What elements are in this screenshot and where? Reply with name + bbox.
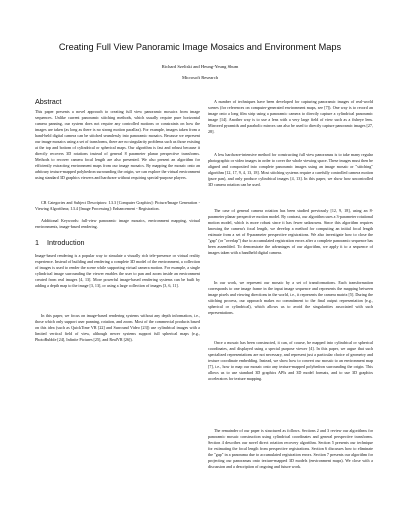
ccs-paragraph: CR Categories and Subject Descriptors: I.3.3 [Computer Graphics]: Picture/Image Generation - Viewing Algorithms; I.3.4 [Image Processing]: Enhancement - Registration. xyxy=(35,200,200,212)
body-paragraph: Once a mosaic has been constructed, it can, of course, be mapped into cylindrical or spherical coordinates, and displayed using a special purpose viewer [4]. In this paper, we argue that such specialized representations are not necessary, and represent just a particular choice of geometry and texture coordinate embedding. Instead, we show how to convert our mosaic to an environment map [7], i.e., how to map our mosaic onto any texture-mapped polyhedron surrounding the origin. This allows us to use standard 3D graphics APIs and 3D model formats, and to use 3D graphics accelerators for texture mapping. xyxy=(208,340,373,382)
body-paragraph: The case of general camera rotation has been studied previously [12, 9, 18], using an 8-parameter planar perspective motion model. By contrast, our algorithm uses a 3-parameter rotational motion model, which is more robust since it has fewer unknowns. Since this algorithm requires knowing the camera's focal length, we develop a method for computing an initial focal length estimate from a set of 8-parameter perspective registrations. We also investigate how to close the "gap" (or "overlap") due to accumulated registration errors after a complete panoramic sequence has been assembled. To demonstrate the advantages of our algorithm, we apply it to a sequence of images taken with a handheld digital camera. xyxy=(208,208,373,256)
paper-authors: Richard Szeliski and Heung-Yeung Shum xyxy=(161,64,239,69)
introduction-heading xyxy=(35,238,85,247)
intro-paragraph: In this paper, we focus on image-based rendering systems without any depth information, i.e., those which only support user panning, rotation, and zoom. Most of the commercial products based on this idea (such as QuickTime VR [22] and Surround Video [23]) use cylindrical images with a limited vertical field of view, although newer systems support full spherical maps (e.g., PhotoBubble [24], Infinite Pictures [25], and RealVR [26]). xyxy=(35,313,200,343)
abstract-heading: Abstract xyxy=(35,97,62,106)
section-title: Introduction xyxy=(47,238,85,247)
body-paragraph: A less hardware-intensive method for constructing full view panoramas is to take many regular photographic or video images in order to cover the whole viewing space. These images must then be aligned and composited into complete panoramic images using an image mosaic or "stitching" algorithm [12, 17, 9, 4, 13, 18]. Most stitching systems require a carefully controlled camera motion (pure pan), and only produce cylindrical images [4, 13]. In this paper, we show how uncontrolled 3D camera rotation can be used. xyxy=(208,152,373,188)
section-number: 1 xyxy=(35,238,39,247)
body-paragraph: The remainder of our paper is structured as follows. Sections 2 and 3 review our algorithms for panoramic mosaic construction using cylindrical coordinates and general perspective transforms. Section 4 describes our novel direct rotation recovery algorithm. Section 5 presents our technique for estimating the focal length from perspective registrations. Section 6 discusses how to eliminate the "gap" in a panorama due to accumulated registration errors. Section 7 presents our algorithm for projecting our panoramas onto texture-mapped 3D models (environment maps). We close with a discussion and a description of ongoing and future work. xyxy=(208,428,373,470)
body-paragraph: In our work, we represent our mosaic by a set of transformations. Each transformation corresponds to one image frame in the input image sequence and represents the mapping between image pixels and viewing directions in the world, i.e., it represents the camera matrix [5]. During the stitching process, our approach makes no commitment to the final output representation (e.g., spherical or cylindrical), which allows us to avoid the singularities associated with such representations. xyxy=(208,280,373,316)
abstract-paragraph: This paper presents a novel approach to creating full view panoramic mosaics from image sequences. Unlike current panoramic stitching methods, which usually require pure horizontal camera panning, our system does not require any controlled motions or constraints on how the images are taken (as long as there is no strong motion parallax). For example, images taken from a hand-held digital camera can be stitched seamlessly into panoramic mosaics. Because we represent our image mosaics using a set of transforms, there are no singularity problems such as those existing at the top and bottom of cylindrical or spherical maps. Our algorithm is fast and robust because it directly recovers 3D rotations instead of general 8 parameter planar perspective transforms. Methods to recover camera focal length are also presented. We also present an algorithm for efficiently extracting environment maps from our image mosaics. By mapping the mosaic onto an arbitrary texture-mapped polyhedron surrounding the origin, we can explore the virtual environment using standard 3D graphics viewers and hardware without requiring special-purpose players. xyxy=(35,109,200,181)
paper-title: Creating Full View Panoramic Image Mosaics and Environment Maps xyxy=(58,42,342,52)
body-paragraph: A number of techniques have been developed for capturing panoramic images of real-world scenes (for references on computer-generated environment maps, see [7]). One way is to record an image onto a long film strip using a panoramic camera to directly capture a cylindrical panoramic image [14]. Another way is to use a lens with a very large field of view such as a fisheye lens. Mirrored pyramids and parabolic mirrors can also be used to directly capture panoramic images [27, 28]. xyxy=(208,99,373,135)
keywords-paragraph: Additional Keywords: full-view panoramic image mosaics, environment mapping, virtual environments, image-based rendering. xyxy=(35,218,200,230)
paper-affiliation: Microsoft Research xyxy=(181,75,219,80)
intro-paragraph: Image-based rendering is a popular way to simulate a visually rich tele-presence or virtual reality experience. Instead of building and rendering a complete 3D model of the environment, a collection of images is used to render the scene while supporting virtual camera motion. For example, a single cylindrical image surrounding the viewer enables the user to pan and zoom inside an environment created from real images [4, 13]. More powerful image-based rendering systems can be built by adding a depth map to the image [3, 13], or using a large collection of images [3, 6, 11]. xyxy=(35,253,200,289)
